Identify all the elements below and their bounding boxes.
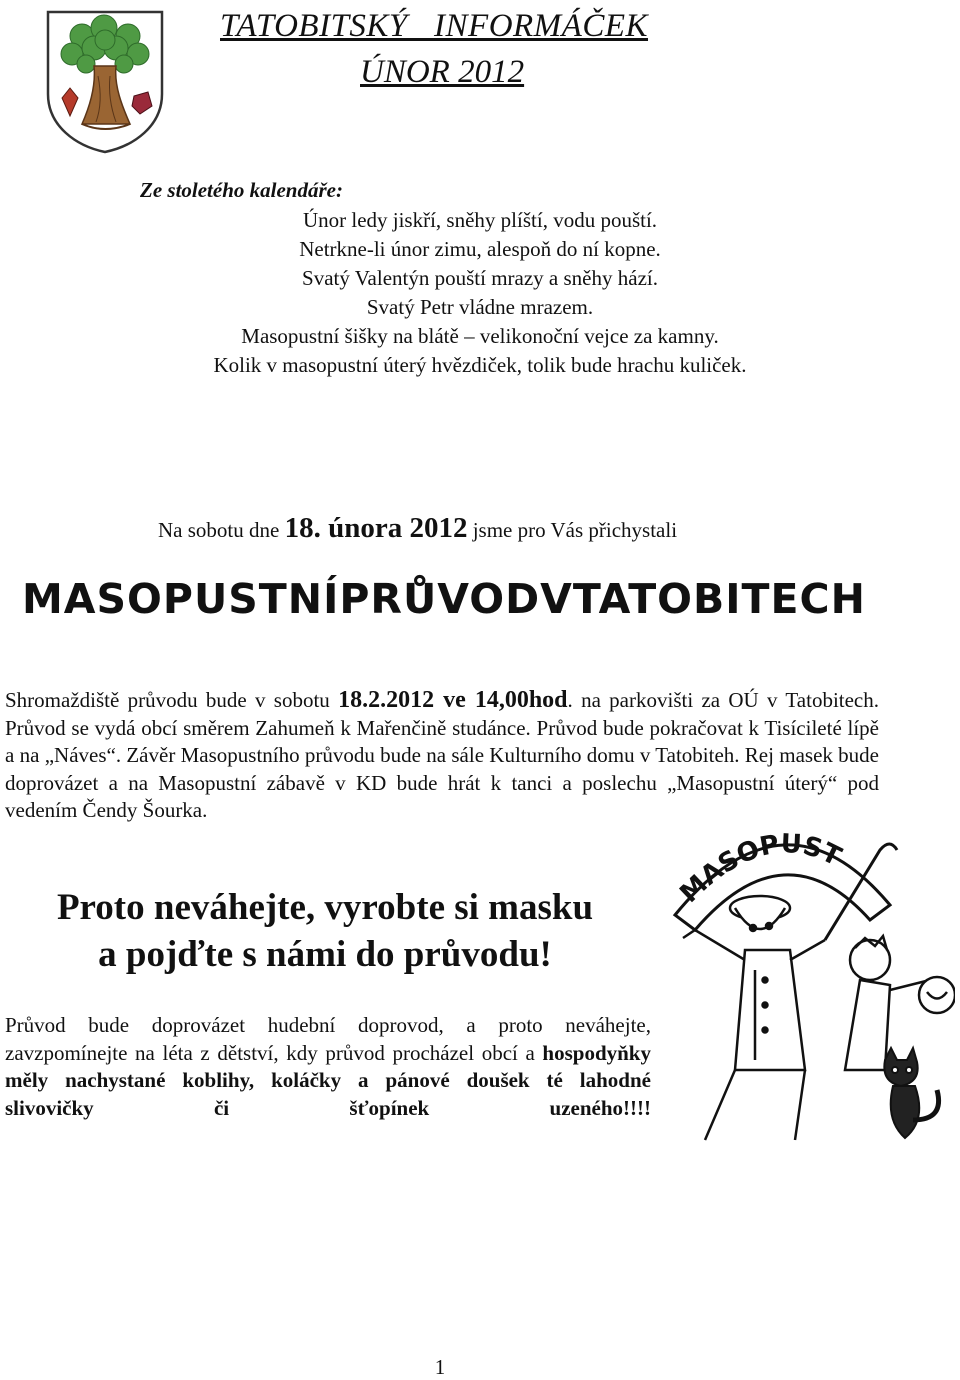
calendar-heading: Ze stoletého kalendáře:: [140, 178, 343, 202]
event-details: [5, 687, 879, 825]
event-banner: [22, 575, 866, 623]
invite-prefix: Na sobotu dne: [158, 518, 285, 542]
newsletter-issue: ÚNOR 2012: [360, 54, 525, 90]
banner-word: PRŮVOD: [339, 575, 541, 623]
newsletter-title: TATOBITSKÝ INFORMÁČEK: [220, 8, 649, 44]
details-datetime: 18.2.2012 ve 14,00hod: [338, 687, 568, 713]
saying-line: Masopustní šišky na blátě – velikonoční vejce za kamny.: [241, 324, 719, 348]
slogan-line: a pojďte s námi do průvodu!: [98, 934, 552, 975]
details-intro: Shromaždiště průvodu bude v sobotu: [5, 688, 339, 712]
slogan-line: Proto neváhejte, vyrobte si masku: [56, 887, 594, 928]
calendar-sayings: [140, 206, 820, 380]
closing-bold: hospodyňky měly nachystané koblihy, koláčky a pánové doušek té lahodné slivovičky či šťopínek uzeného!!!!: [5, 1040, 651, 1120]
banner-word: MASOPUSTNÍ: [22, 575, 340, 623]
banner-word: V: [540, 575, 573, 623]
saying-line: Svatý Valentýn pouští mrazy a sněhy hází.: [302, 266, 658, 290]
masopust-illustration: [665, 820, 955, 1150]
saying-line: Svatý Petr vládne mrazem.: [366, 295, 594, 319]
closing-text: Průvod bude doprovázet hudební doprovod, a proto neváhejte, zavzpomínejte na léta z dětství, kdy průvod procházel obcí a: [5, 1013, 651, 1065]
invite-date: 18. února 2012: [284, 512, 468, 544]
details-body: . na parkovišti za OÚ v Tatobitech. Průvod se vydá obcí směrem Zahumeň k Mařenčině studánce. Průvod bude pokračovat k Tisícileté lípě a na „Náves“. Závěr Masopustního průvodu bude na sále Kulturního domu v Tatobiteh. Rej masek bude doprovázet a na Masopustní zábavě v KD bude hrát k tanci a poslechu „Masopustní úterý“ pod vedením Čendy Šourka.: [5, 688, 880, 822]
invite-suffix: jsme pro Vás přichystali: [467, 518, 678, 542]
saying-line: Kolik v masopustní úterý hvězdiček, tolik bude hrachu kuliček.: [213, 353, 747, 377]
coat-of-arms-logo: [42, 6, 168, 156]
saying-line: Netrkne-li únor zimu, alespoň do ní kopne.: [299, 237, 661, 261]
saying-line: Únor ledy jiskří, sněhy plíští, vodu pouští.: [302, 208, 658, 232]
invite-line: [158, 512, 677, 545]
closing-paragraph: [5, 1012, 651, 1122]
page-number: 1: [434, 1355, 446, 1379]
banner-word: TATOBITECH: [572, 575, 866, 623]
sign-text: MASOPUST: [674, 829, 846, 909]
slogan: [20, 884, 630, 978]
